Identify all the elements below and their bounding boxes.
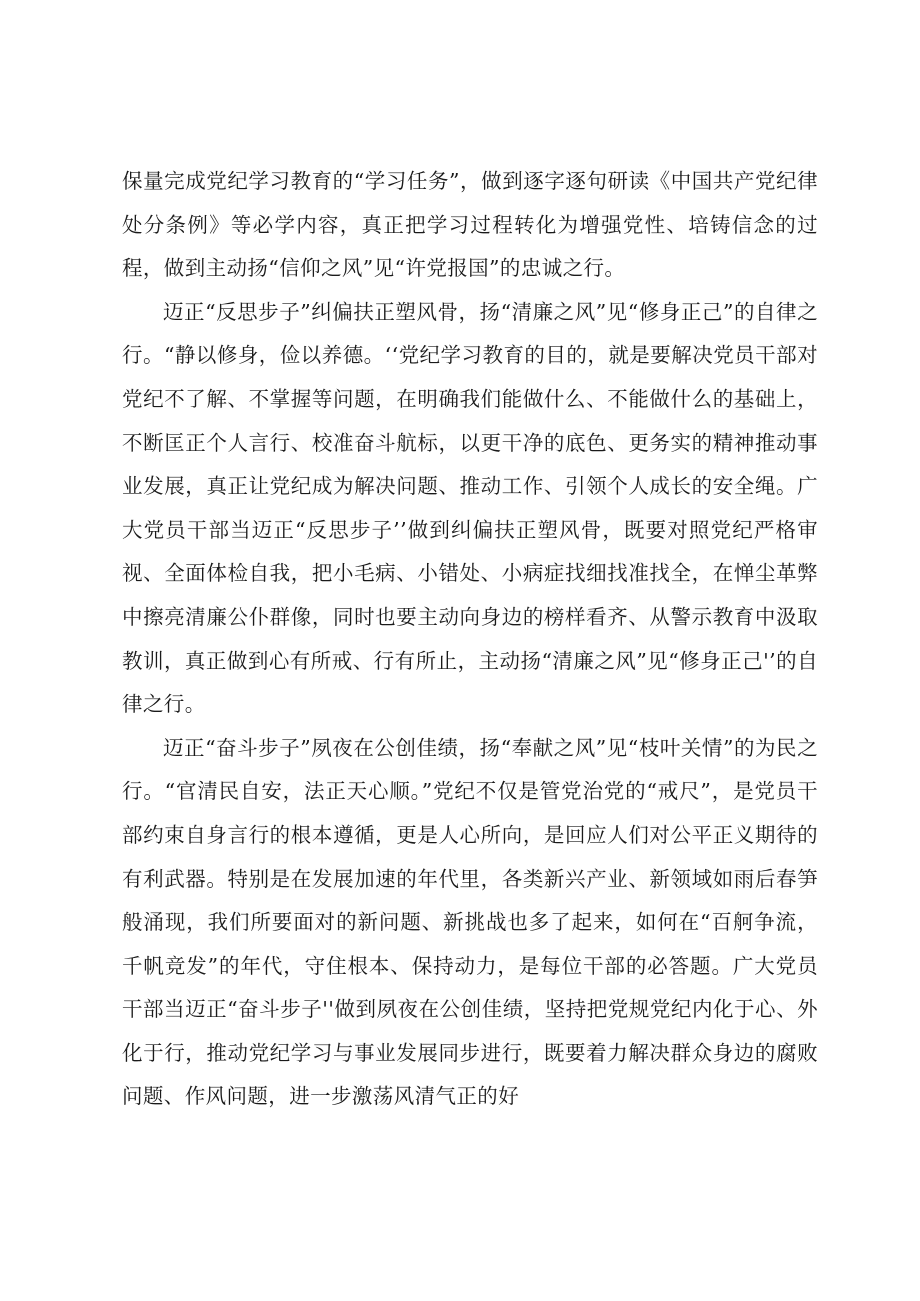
paragraph-2: 迈正“反思步子”纠偏扶正塑风骨，扬“清廉之风”见“修身正己”的自律之行。“静以修身，俭以养德。‘‘党纪学习教育的目的，就是要解决党员干部对党纪不了解、不掌握等问题，在明确我们能做什么、不能做什么的基础上，不断匡正个人言行、校准奋斗航标，以更干净的底色、更务实的精神推动事业发展，真正让党纪成为解决问题、推动工作、引领个人成长的安全绳。广大党员干部当迈正“反思步子’’做到纠偏扶正塑风骨，既要对照党纪严格审视、全面体检自我，把小毛病、小错处、小病症找细找准找全，在惮尘革弊中擦亮清廉公仆群像，同时也要主动向身边的榜样看齐、从警示教育中汲取教训，真正做到心有所戒、行有所止，主动扬“清廉之风”见“修身正己'’的自律之行。	[122, 299, 818, 717]
paragraph-1: 保量完成党纪学习教育的“学习任务”，做到逐字逐句研读《中国共产党纪律处分条例》等必学内容，真正把学习过程转化为增强党性、培铸信念的过程，做到主动扬“信仰之风”见“许党报国”的忠诚之行。	[122, 169, 818, 281]
document-body	[122, 160, 818, 1119]
paragraph-3: 迈正“奋斗步子”夙夜在公创佳绩，扬“奉献之风”见“枝叶关情”的为民之行。“官清民自安，法正天心顺。”党纪不仅是管党治党的“戒尺”，是党员干部约束自身言行的根本遵循，更是人心所向，是回应人们对公平正义期待的有利武器。特别是在发展加速的年代里，各类新兴产业、新领域如雨后春笋般涌现，我们所要面对的新问题、新挑战也多了起来，如何在“百舸争流，千帆竞发”的年代，守住根本、保持动力，是每位干部的必答题。广大党员干部当迈正“奋斗步子''做到夙夜在公创佳绩，坚持把党规党纪内化于心、外化于行，推动党纪学习与事业发展同步进行，既要着力解决群众身边的腐败问题、作风问题，进一步激荡风清气正的好	[122, 735, 818, 1109]
